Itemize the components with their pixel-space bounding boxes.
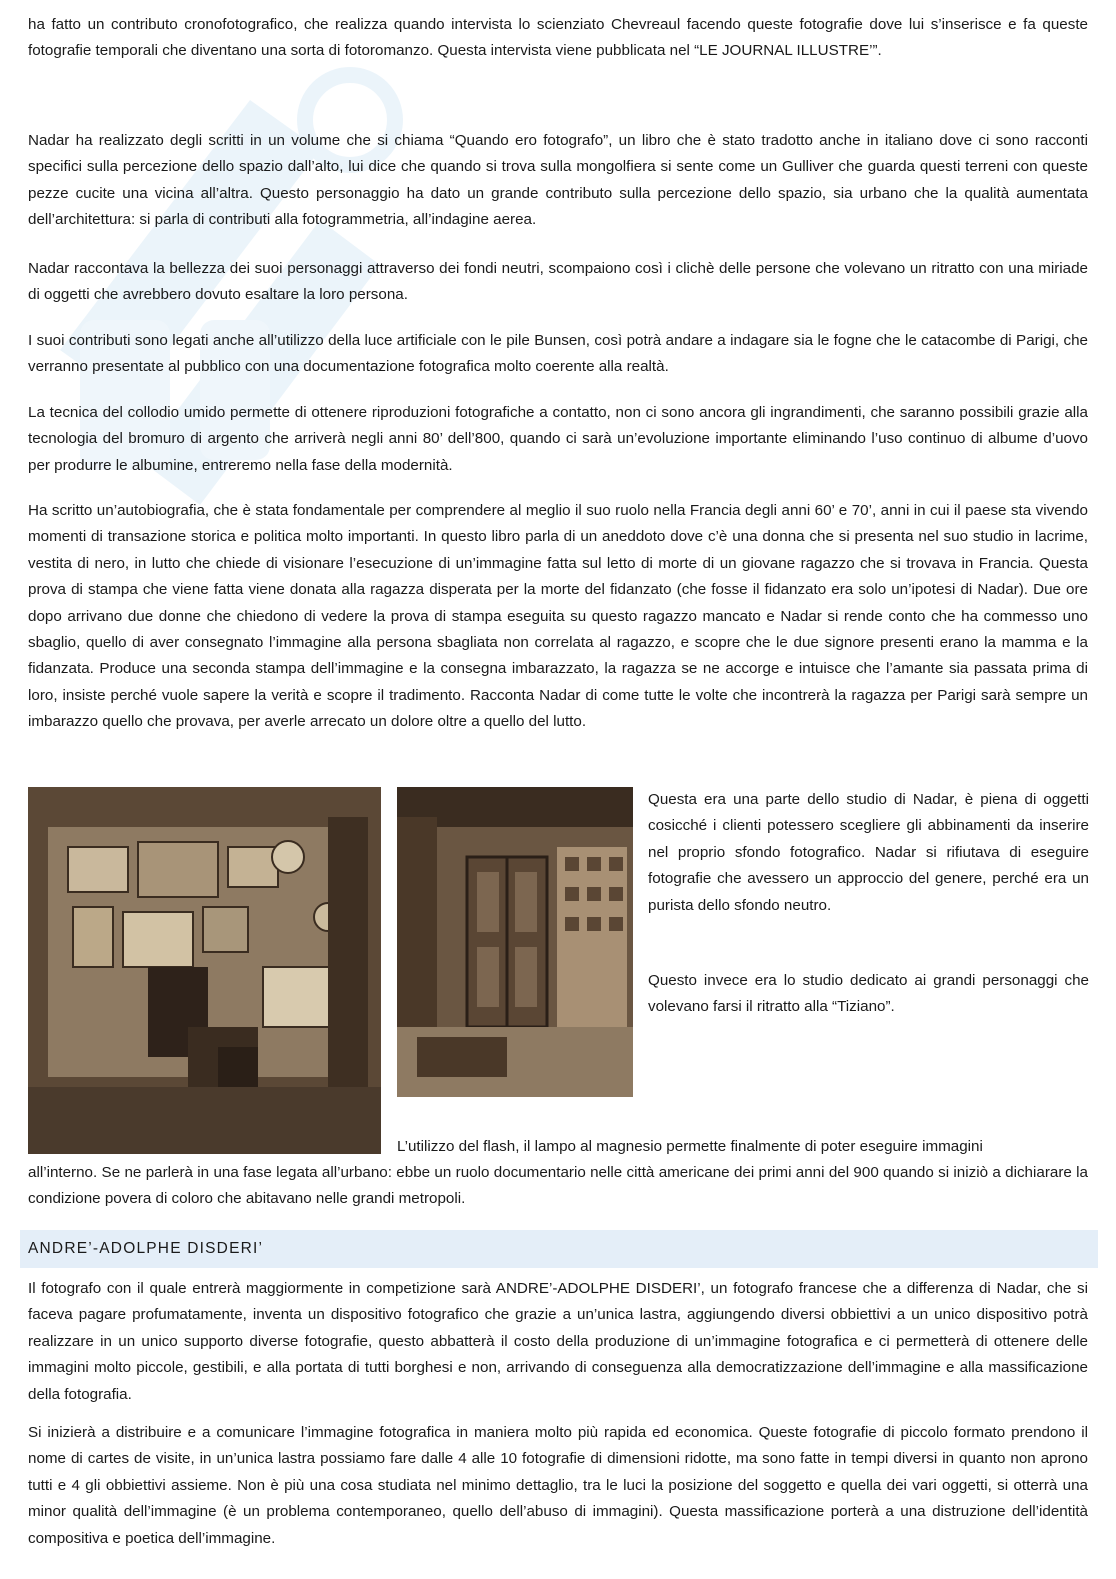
- section-heading-disderi: ANDRE’-ADOLPHE DISDERI’: [28, 1240, 264, 1257]
- paragraph-flash-continued: all’interno. Se ne parlerà in una fase legata all’urbano: ebbe un ruolo documentario nelle città americane dei primi anni del 900 quando si iniziò a dichiarare la condizione povera di coloro che abitavano nelle grandi metropoli.: [28, 1164, 1088, 1208]
- paragraph-quando-ero-fotografo: Nadar ha realizzato degli scritti in un volume che si chiama “Quando ero fotografo”, un libro che è stato tradotto anche in italiano dove ci sono racconti specifici sulla percezione dello spazio dall’alto, lui dice che quando si trova sulla mongolfiera si sente come un Gulliver che guarda questi terreni con queste pezze cucite una vicina all’altra. Questo personaggio ha dato un grande contributo sulla percezione dello spazio, sia urbano che la qualità aumentata dell’architettura: si parla di contributi alla fotogrammetria, all’indagine aerea.: [28, 132, 1088, 229]
- caption-studio-oggetti: Questa era una parte dello studio di Nadar, è piena di oggetti cosicché i clienti potessero scegliere gli abbinamenti da inserire nel proprio sfondo fotografico. Nadar si rifiutava di eseguire fotografie che avessero un approccio del genere, perché era un purista dello sfondo neutro.: [648, 791, 1089, 914]
- paragraph-autobiografia: Ha scritto un’autobiografia, che è stata fondamentale per comprendere al meglio il suo ruolo nella Francia degli anni 60’ e 70’, anni in cui il paese sta vivendo momenti di transazione storica e politica molto importanti. In questo libro parla di un aneddoto dove c’è una donna che si presenta nel suo studio in lacrime, vestita di nero, in lutto che chiede di visionare l’esecuzione di un’immagine fatta sul letto di morte di un giovane ragazzo che si trovava in Francia. Questa prova di stampa che viene fatta viene donata alla ragazza disperata per la morte del fidanzato (che fosse il fidanzato era solo un’ipotesi di Nadar). Due ore dopo arrivano due donne che chiedono di vedere la prova di stampa eseguita su questo ragazzo mancato e Nadar si rende conto che ha commesso uno sbaglio, quello di aver consegnato l’immagine alla persona sbagliata non correlata al ragazzo, e scopre che le due signore presenti erano la mamma e la fidanzata. Produce una seconda stampa dell’immagine e la consegna imbarazzato, la ragazza se ne accorge e intuisce che l’amante sia passata prima di loro, insiste perché vuole sapere la verità e scopre il tradimento. Racconta Nadar di come tutte le volte che incontrerà la ragazza per Parigi sarà sempre un imbarazzo quello che provava, per averle arrecato un dolore oltre a quello del lutto.: [28, 502, 1088, 731]
- paragraph-disderi: Il fotografo con il quale entrerà maggiormente in competizione sarà ANDRE’-ADOLPHE DISDERI’, un fotografo francese che a differenza di Nadar, che si faceva pagare profumatamente, inventa un dispositivo fotografico che grazie a un’unica lastra, aggiungendo diversi obbiettivi a un unico dispositivo potrà realizzare in un unico supporto diverse fotografie, questo abbatterà il costo della produzione di un’immagine fotografica e ci permetterà di ottenere delle immagini molto piccole, gestibili, e alla portata di tutti borghesi e non, arrivando di conseguenza alla democratizzazione dell’immagine e alla massificazione della fotografia.: [28, 1280, 1088, 1403]
- studio-photo-illustration: [28, 787, 381, 1154]
- paragraph-chronophotography: ha fatto un contributo cronofotografico, che realizza quando intervista lo scienziato Chevreaul facendo queste fotografie dove lui s’inserisce e fa queste fotografie temporali che diventano una sorta di fotoromanzo. Questa intervista viene pubblicata nel “LE JOURNAL ILLUSTRE’”.: [28, 16, 1088, 60]
- tiziano-photo-illustration: [397, 787, 633, 1097]
- paragraph-fondi-neutri: Nadar raccontava la bellezza dei suoi personaggi attraverso dei fondi neutri, scompaiono così i clichè delle persone che volevano un ritratto con una miriade di oggetti che avrebbero dovuto esaltare la loro persona.: [28, 260, 1088, 304]
- paragraph-luce-artificiale: I suoi contributi sono legati anche all’utilizzo della luce artificiale con le pile Bunsen, così potrà andare a indagare sia le fogne che le catacombe di Parigi, che verranno presentate al pubblico con una documentazione fotografica molto coerente alla realtà.: [28, 332, 1088, 376]
- tiziano-studio-photo: [397, 787, 633, 1097]
- paragraph-cartes-de-visite: Si inizierà a distribuire e a comunicare l’immagine fotografica in maniera molto più rapida ed economica. Queste fotografie di piccolo formato prendono il nome di cartes de visite, in un’unica lastra possiamo fare dalle 4 alle 10 fotografie di dimensioni ridotte, ma sono fatte in tempi diversi in quanto non aprono tutti e 4 gli obbiettivi assieme. Non è più una cosa studiata nel minimo dettaglio, tra le luci la posizione del soggetto e quella dei vari oggetti, si otterrà una minor qualità dell’immagine (è un problema contemporaneo, quello dell’abuso di immagini). Questa massificazione porterà a una distruzione dell’identità compositiva e poetica dell’immagine.: [28, 1424, 1088, 1547]
- paragraph-flash-first-line: L’utilizzo del flash, il lampo al magnesio permette finalmente di poter eseguire immagini: [397, 1138, 983, 1155]
- paragraph-collodio-umido: La tecnica del collodio umido permette di ottenere riproduzioni fotografiche a contatto, non ci sono ancora gli ingrandimenti, che saranno possibili grazie alla tecnologia del bromuro di argento che arriverà negli anni 80’ dell’800, quando ci sarà un’evoluzione importante eliminando l’uso continuo di albume d’uovo per produrre le albumine, entreremo nella fase della modernità.: [28, 404, 1088, 474]
- caption-studio-tiziano: Questo invece era lo studio dedicato ai grandi personaggi che volevano farsi il ritratto alla “Tiziano”.: [648, 972, 1089, 1016]
- nadar-studio-photo: [28, 787, 381, 1154]
